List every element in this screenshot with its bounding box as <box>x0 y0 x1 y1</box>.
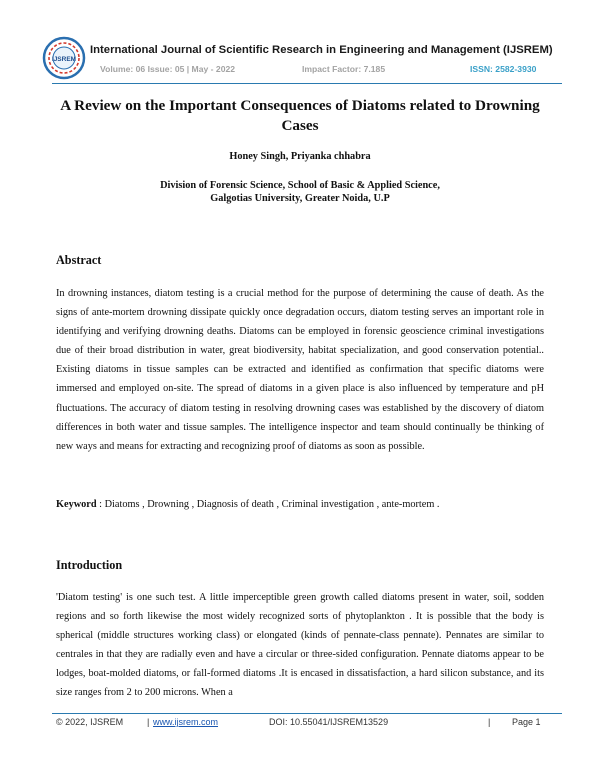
volume-issue: Volume: 06 Issue: 05 | May - 2022 <box>100 64 236 74</box>
impact-factor: Impact Factor: 7.185 <box>302 64 386 74</box>
journal-title: International Journal of Scientific Research in Engineering and Management (IJSREM) <box>90 44 553 56</box>
keywords-text: : Diatoms , Drowning , Diagnosis of death , Criminal investigation , ante-mortem . <box>96 499 440 510</box>
footer-separator: | <box>488 717 491 727</box>
journal-meta <box>100 64 570 78</box>
affiliation-line-2: Galgotias University, Greater Noida, U.P <box>210 193 390 204</box>
journal-header <box>42 36 562 80</box>
affiliation-line-1: Division of Forensic Science, School of Basic & Applied Science, <box>160 180 440 191</box>
abstract-heading: Abstract <box>56 253 102 267</box>
footer-website-link[interactable]: www.ijsrem.com <box>153 717 219 727</box>
journal-logo-icon <box>42 36 86 80</box>
footer-copyright: © 2022, IJSREM <box>56 717 124 727</box>
footer-divider <box>52 713 562 714</box>
keywords <box>56 499 544 510</box>
footer-page-number: Page 1 <box>512 717 541 727</box>
paper-affiliation <box>40 179 560 205</box>
abstract-body: In drowning instances, diatom testing is a crucial method for the purpose of determining the cause of death. As the signs of ante-mortem drowning dissipate quickly once degradation occurs, diatom testing serves an important role in identifying and verifying drowning deaths. Diatoms can be employed in forensic geoscience criminal investigations due of their broad distribution in water, great biodiversity, habitat specialization, and good conservation potential.. Existing diatoms in tissue samples can be extracted and identified as confirmation that specific diatoms were immersed and employed on-site. The spread of diatoms in a given place is also influenced by temperature and pH fluctuations. The accuracy of diatom testing in resolving drowning cases was established by the discovery of diatom differences in both water and tissue samples. The intelligence inspector and team should continually be thinking of new ways and means for extracting and recognizing proof of diatoms as soon as possible. <box>56 288 544 452</box>
issn: ISSN: 2582-3930 <box>470 64 537 74</box>
paper-authors: Honey Singh, Priyanka chhabra <box>229 151 371 162</box>
footer-separator: | <box>147 717 150 727</box>
page-footer <box>56 717 556 731</box>
paper-title: A Review on the Important Consequences of Diatoms related to Drowning Cases <box>60 97 540 134</box>
logo-text: IJSREM <box>51 56 77 63</box>
header-divider <box>52 83 562 84</box>
keywords-label: Keyword <box>56 499 97 510</box>
footer-doi: DOI: 10.55041/IJSREM13529 <box>269 717 389 727</box>
introduction-heading: Introduction <box>56 558 123 572</box>
introduction-body: 'Diatom testing' is one such test. A little imperceptible green growth called diatoms present in water, soil, sodden regions and so forth likewise the most widely recognized sorts of phytoplankton . It is possible that the body is spherical (middle structures working class) or elongated (kinds of pennate-class pennate). Pennates are similar to centrales in that they are radially even and have a circular or three-sided configuration. Pennate diatoms appear to be lodges, boat-molded diatoms, or fall-formed diatoms .It is encased in dissatisfaction, a hard silicon substance, and its size ranges from 2 to 200 microns. When a <box>56 592 544 699</box>
